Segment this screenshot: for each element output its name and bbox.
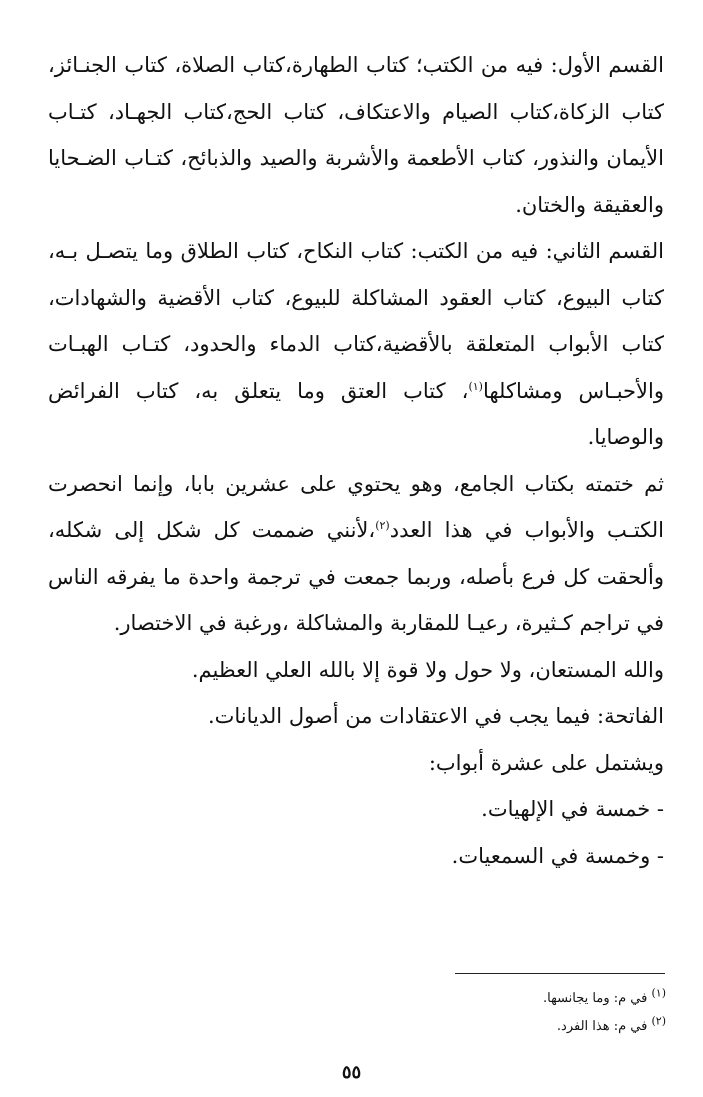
footnote-marker: (١) — [651, 986, 666, 1000]
footnotes — [300, 985, 666, 1041]
paragraph-invocation: والله المستعان، ولا حول ولا قوة إلا بالله العلي العظيم. — [191, 657, 664, 682]
list-item: - خمسة في الإلهيات. — [481, 797, 664, 821]
paragraph-conclusion-tail: ،لأنني ضممت كل شكل إلى شكله، وألحقت كل فرع بأصله، وربما جمعت في ترجمة واحدة ما يفرقه الناس في تراجم كـثيرة، رعيـا للمقاربة والمشاكلة ،ورغبة في الاختصار. — [48, 518, 664, 635]
footnote-ref-1[interactable]: (١) — [468, 379, 483, 393]
paragraph-fatiha: الفاتحة: فيما يجب في الاعتقادات من أصول الديانات. — [207, 704, 664, 728]
paragraph-section-two-text: القسم الثاني: فيه من الكتب: كتاب النكاح، كتاب الطلاق وما يتصـل بـه، كتاب البيوع، كتاب العقود المشاكلة للبيوع، كتاب الأقضية والشهادات، كتاب الأبواب المتعلقة بالأقضية،كتاب الدماء والحدود، كتـاب الهبـات والأحبـاس ومشاكلها — [48, 239, 664, 403]
paragraph-conclusion-text: ثم ختمته بكتاب الجامع، وهو يحتوي على عشرين بابا، وإنما انحصرت الكتـب والأبواب في هذا العدد — [48, 471, 665, 542]
main-text — [48, 42, 664, 879]
footnote-ref-2[interactable]: (٢) — [375, 519, 390, 532]
footnote-1 — [300, 985, 666, 1013]
paragraph-section-one: القسم الأول: فيه من الكتب؛ كتاب الطهارة،كتاب الصلاة، كتاب الجنـائز، كتاب الزكاة،كتاب الصيام والاعتكاف، كتاب الحج،كتاب الجهـاد، كتـاب الأيمان والنذور، كتاب الأطعمة والأشربة والصيد والذبائح، كتـاب الضـحايا والعقيقة والختان. — [48, 53, 664, 217]
paragraph-section-two — [48, 228, 664, 461]
paragraph-chapters-intro: ويشتمل على عشرة أبواب: — [428, 750, 664, 775]
footnote-text: في م: هذا الفرد. — [556, 1019, 648, 1034]
paragraph-section-two-tail: ، كتاب العتق وما يتعلق به، كتاب الفرائض والوصايا. — [48, 378, 664, 449]
list-item: - وخمسة في السمعيات. — [451, 843, 664, 868]
footnote-2 — [300, 1013, 666, 1041]
footnote-marker: (٢) — [651, 1014, 666, 1028]
page-number: ٥٥ — [341, 1062, 362, 1083]
footnote-divider — [455, 973, 665, 974]
paragraph-conclusion — [48, 461, 664, 647]
footnote-text: في م: وما يجانسها. — [542, 991, 648, 1006]
